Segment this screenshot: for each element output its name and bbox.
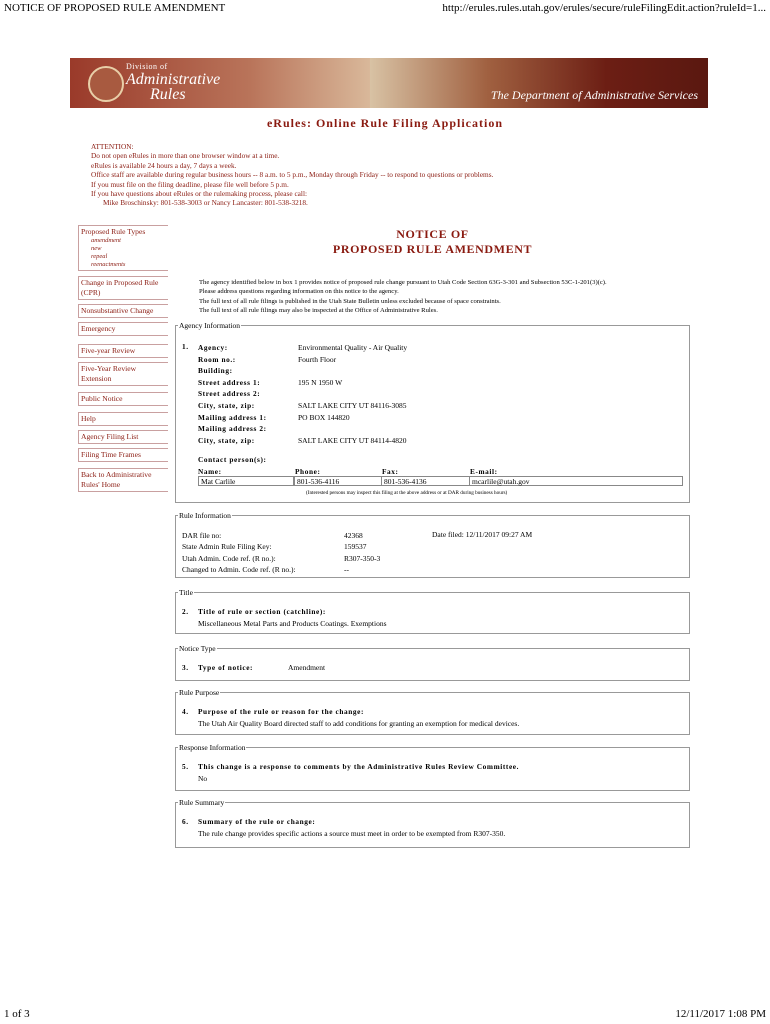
notice-intro-line: Please address questions regarding information on this notice to the agency. bbox=[199, 288, 399, 296]
street2-value bbox=[298, 388, 407, 400]
item-number: 4. bbox=[182, 707, 189, 716]
sidebar-rule-types-title[interactable]: Proposed Rule Types bbox=[81, 227, 146, 236]
mailing2-value bbox=[298, 423, 407, 435]
summary-value: The rule change provides specific actions a source must meet in order to be exempted from R307-350. bbox=[198, 829, 506, 838]
building-value bbox=[298, 365, 407, 377]
dar-file-value: 42368 bbox=[344, 531, 363, 540]
notice-intro-line: The full text of all rule filings may also be inspected at the Office of Administrative Rules. bbox=[199, 306, 438, 314]
attention-line: Do not open eRules in more than one browser window at a time. bbox=[91, 151, 280, 161]
notice-type-section bbox=[175, 644, 690, 681]
response-information-section bbox=[175, 743, 690, 791]
rule-purpose-section bbox=[175, 688, 690, 735]
print-footer-page: 1 of 3 bbox=[4, 1008, 30, 1020]
contact-name-header: Name: bbox=[198, 467, 222, 476]
sidebar-item-nonsubstantive[interactable]: Nonsubstantive Change bbox=[78, 304, 168, 318]
contact-name-field: Mat Carlile bbox=[198, 476, 294, 486]
utah-seal-icon bbox=[88, 66, 124, 102]
attention-notice bbox=[91, 142, 493, 208]
catchline-label: Title of rule or section (catchline): bbox=[198, 607, 326, 616]
rule-purpose-legend: Rule Purpose bbox=[179, 688, 220, 697]
print-footer-datetime: 12/11/2017 1:08 PM bbox=[675, 1008, 766, 1020]
notice-intro-line: The full text of all rule filings is published in the Utah State Bulletin unless excluded because of space constraints. bbox=[199, 297, 501, 305]
response-value: No bbox=[198, 774, 208, 783]
sidebar-item-cpr[interactable]: Change in Proposed Rule (CPR) bbox=[78, 276, 168, 300]
item-number: 5. bbox=[182, 762, 189, 771]
contact-phone-header: Phone: bbox=[295, 467, 321, 476]
sidebar-item-five-year-ext[interactable]: Five-Year Review Extension bbox=[78, 362, 168, 386]
contact-fax-header: Fax: bbox=[382, 467, 399, 476]
banner-department: The Department of Administrative Services bbox=[490, 88, 698, 102]
sidebar-item-reenactments[interactable]: reenactments bbox=[91, 261, 126, 268]
city-value: SALT LAKE CITY UT 84116-3085 bbox=[298, 400, 407, 410]
filing-key-value: 159537 bbox=[344, 542, 367, 552]
notice-type-legend: Notice Type bbox=[179, 644, 216, 653]
rule-info-values bbox=[344, 530, 380, 576]
agency-information-legend: Agency Information bbox=[179, 321, 241, 330]
title-section bbox=[175, 588, 690, 634]
notice-type-value: Amendment bbox=[288, 663, 326, 672]
notice-intro-line: The agency identified below in box 1 provides notice of proposed rule change pursuant to Utah Code Section 63G-3-301 and Subsection 53C-1-201(3)(c). bbox=[199, 279, 607, 286]
building-label: Building: bbox=[198, 366, 233, 376]
attention-line: Office staff are available during regular business hours -- 8 a.m. to 5 p.m., Monday through Friday -- to respond to questions or problems. bbox=[91, 170, 494, 180]
mailing1-label: Mailing address 1: bbox=[198, 412, 267, 422]
summary-label: Summary of the rule or change: bbox=[198, 817, 316, 826]
item-number: 2. bbox=[182, 607, 189, 616]
mail-city-value: SALT LAKE CITY UT 84114-4820 bbox=[298, 435, 407, 445]
item-number: 3. bbox=[182, 663, 189, 672]
banner-division: Division of bbox=[126, 62, 168, 71]
banner-administrative: Administrative bbox=[126, 71, 221, 88]
sidebar-item-new[interactable]: new bbox=[91, 245, 102, 252]
attention-line: eRules is available 24 hours a day, 7 days a week. bbox=[91, 160, 237, 170]
sidebar-nav bbox=[78, 225, 168, 496]
agency-values bbox=[298, 342, 407, 446]
notice-intro bbox=[199, 278, 607, 315]
agency-information-section bbox=[175, 321, 690, 503]
rule-summary-section bbox=[175, 798, 690, 848]
code-ref-value: R307-350-3 bbox=[344, 553, 381, 563]
purpose-value: The Utah Air Quality Board directed staff to add conditions for granting an exemption for medical devices. bbox=[198, 719, 520, 728]
contact-email-header: E-mail: bbox=[470, 467, 498, 476]
street1-value: 195 N 1950 W bbox=[298, 377, 343, 387]
attention-line: If you must file on the filing deadline, please file well before 5 p.m. bbox=[91, 179, 289, 189]
contact-email-field: mcarlile@utah.gov bbox=[469, 476, 683, 486]
sidebar-item-help[interactable]: Help bbox=[78, 412, 168, 426]
contact-persons-label: Contact person(s): bbox=[198, 455, 267, 464]
changed-code-ref-label: Changed to Admin. Code ref. (R no.): bbox=[182, 565, 296, 575]
sidebar-item-repeal[interactable]: repeal bbox=[91, 253, 108, 260]
dar-banner bbox=[70, 58, 708, 108]
item-number: 6. bbox=[182, 817, 189, 826]
mail-city-label: City, state, zip: bbox=[198, 435, 255, 445]
mailing2-label: Mailing address 2: bbox=[198, 424, 267, 434]
attention-line: If you have questions about eRules or the rulemaking process, please call: bbox=[91, 189, 308, 199]
city-label: City, state, zip: bbox=[198, 400, 255, 410]
sidebar-item-amendment[interactable]: amendment bbox=[91, 237, 121, 244]
title-legend: Title bbox=[179, 588, 193, 597]
contact-phone-field: 801-536-4116 bbox=[294, 476, 382, 486]
sidebar-rule-types bbox=[78, 225, 168, 271]
street1-label: Street address 1: bbox=[198, 377, 261, 387]
rule-information-legend: Rule Information bbox=[179, 511, 231, 520]
contact-note: (Interested persons may inspect this filing at the above address or at DAR during business hours) bbox=[306, 490, 508, 496]
rule-summary-legend: Rule Summary bbox=[179, 798, 225, 807]
response-label: This change is a response to comments by the Administrative Rules Review Committee. bbox=[198, 762, 520, 771]
notice-type-label: Type of notice: bbox=[198, 663, 254, 672]
sidebar-item-filing-time-frames[interactable]: Filing Time Frames bbox=[78, 448, 168, 462]
changed-code-ref-value: -- bbox=[344, 565, 349, 575]
attention-line: Mike Broschinsky: 801-538-3003 or Nancy Lancaster: 801-538-3218. bbox=[103, 198, 308, 208]
response-information-legend: Response Information bbox=[179, 743, 246, 752]
print-header-url: http://erules.rules.utah.gov/erules/secure/ruleFilingEdit.action?ruleId=1... bbox=[442, 2, 766, 14]
code-ref-label: Utah Admin. Code ref. (R no.): bbox=[182, 553, 276, 563]
banner-rules: Rules bbox=[150, 86, 186, 103]
sidebar-item-five-year[interactable]: Five-year Review bbox=[78, 344, 168, 358]
catchline-value: Miscellaneous Metal Parts and Products Coatings. Exemptions bbox=[198, 619, 387, 628]
contact-fax-field: 801-536-4136 bbox=[381, 476, 470, 486]
rule-info-labels bbox=[182, 530, 296, 576]
date-filed: Date filed: 12/11/2017 09:27 AM bbox=[432, 530, 533, 539]
sidebar-item-emergency[interactable]: Emergency bbox=[78, 322, 168, 336]
purpose-label: Purpose of the rule or reason for the change: bbox=[198, 707, 365, 716]
sidebar-item-agency-filing-list[interactable]: Agency Filing List bbox=[78, 430, 168, 444]
notice-title bbox=[290, 227, 575, 257]
item-number: 1. bbox=[182, 342, 189, 351]
filing-key-label: State Admin Rule Filing Key: bbox=[182, 542, 272, 552]
agency-value: Environmental Quality - Air Quality bbox=[298, 343, 408, 352]
rule-information-section bbox=[175, 511, 690, 578]
notice-title-line1: NOTICE OF bbox=[396, 227, 469, 241]
sidebar-item-back-home[interactable]: Back to Administrative Rules' Home bbox=[78, 468, 168, 492]
street2-label: Street address 2: bbox=[198, 389, 261, 399]
print-header-title: NOTICE OF PROPOSED RULE AMENDMENT bbox=[4, 2, 226, 14]
sidebar-item-public-notice[interactable]: Public Notice bbox=[78, 392, 168, 406]
room-label: Room no.: bbox=[198, 354, 236, 364]
app-title: eRules: Online Rule Filing Application bbox=[266, 116, 504, 130]
mailing1-value: PO BOX 144820 bbox=[298, 412, 350, 422]
agency-labels bbox=[198, 342, 267, 446]
agency-label: Agency: bbox=[198, 343, 228, 352]
notice-title-line2: PROPOSED RULE AMENDMENT bbox=[332, 242, 533, 256]
dar-file-label: DAR file no: bbox=[182, 531, 222, 540]
attention-line: ATTENTION: bbox=[91, 142, 134, 151]
room-value: Fourth Floor bbox=[298, 354, 337, 364]
